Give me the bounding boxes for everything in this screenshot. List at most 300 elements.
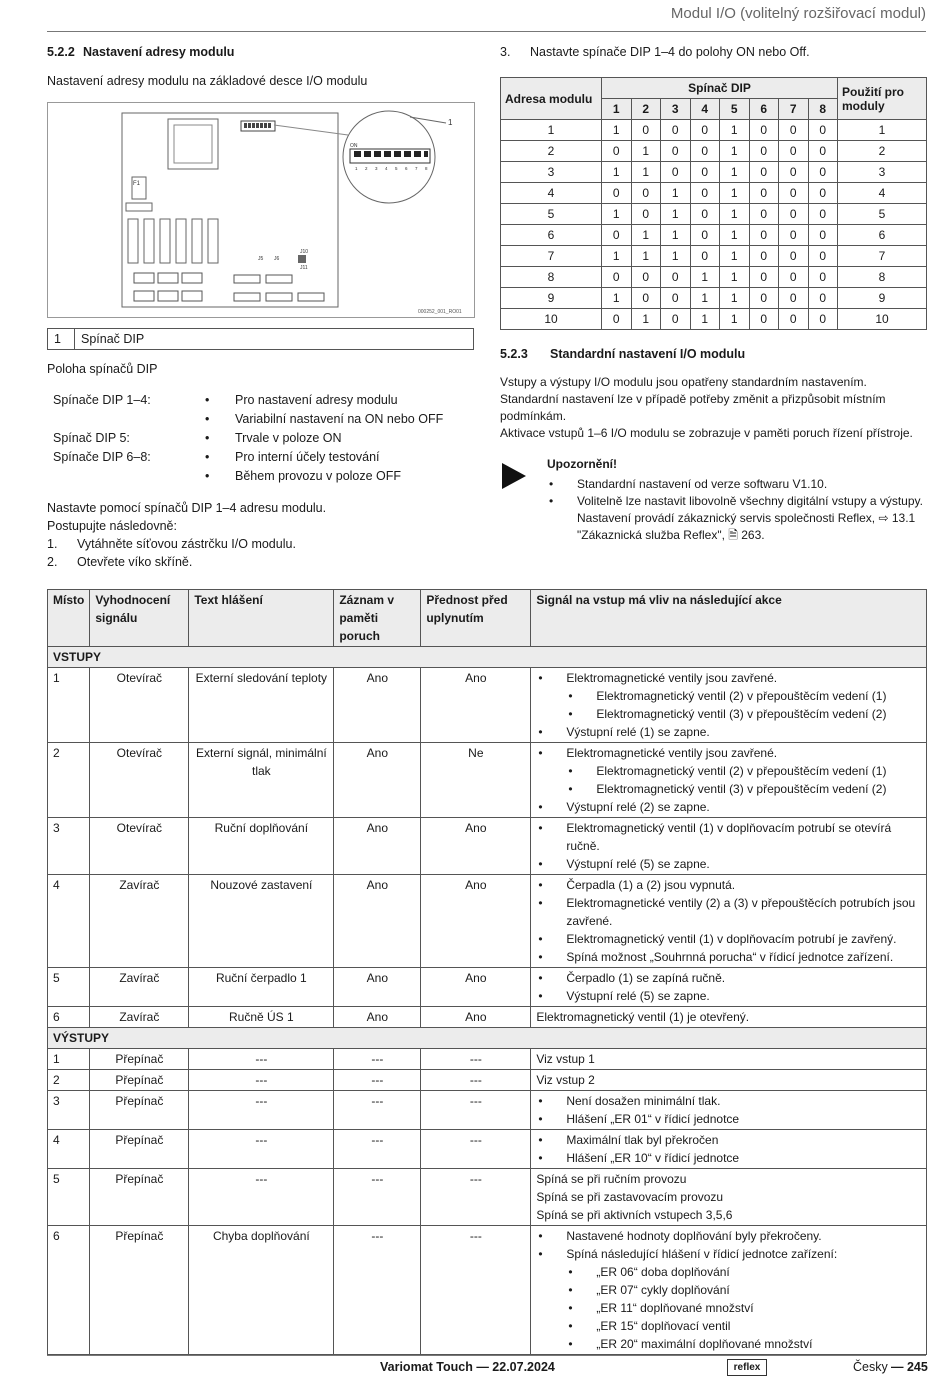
table-cell: 0 (808, 225, 838, 246)
action-item: Spíná se při zastavovacím provozu (536, 1190, 724, 1204)
cell-mem: Ano (334, 668, 421, 743)
table-row (48, 743, 927, 818)
table-cell: 0 (808, 162, 838, 183)
table-cell: 9 (838, 288, 927, 309)
figure-label: J6 (274, 256, 280, 262)
dip-item: Variabilní nastavení na ON nebo OFF (235, 412, 444, 426)
table-cell: 0 (808, 267, 838, 288)
cell-mem: --- (334, 1091, 421, 1130)
table-cell: 0 (602, 141, 632, 162)
cell-mem: Ano (334, 818, 421, 875)
table-cell: 0 (779, 309, 809, 330)
table-cell: 0 (779, 162, 809, 183)
cell-pri: --- (421, 1169, 531, 1226)
section-number: 5.2.2 (47, 45, 75, 59)
table-cell: 9 (501, 288, 602, 309)
table-row (48, 1169, 927, 1226)
table-cell: 0 (690, 162, 720, 183)
action-item: • Hlášení „ER 01“ v řídicí jednotce (536, 1110, 921, 1128)
io-board-drawing (48, 103, 474, 317)
cell-sig: Zavírač (90, 1007, 189, 1028)
board-figure (47, 102, 475, 318)
table-row (501, 183, 927, 204)
action-item: • Elektromagnetický ventil (1) v doplňovacím potrubí je zavřený. (536, 930, 921, 948)
table-cell: 0 (661, 288, 691, 309)
cell-pri: Ano (421, 875, 531, 968)
cell-pri: --- (421, 1226, 531, 1355)
table-cell: 0 (749, 225, 779, 246)
figure-label: J10 (300, 249, 309, 255)
table-cell: 0 (602, 225, 632, 246)
table-row (501, 225, 927, 246)
table-cell: 0 (661, 162, 691, 183)
footer-rule (47, 1355, 926, 1356)
cell-sig: Zavírač (90, 875, 189, 968)
table-cell: 0 (602, 183, 632, 204)
cell-mem: --- (334, 1049, 421, 1070)
cell-sig: Přepínač (90, 1070, 189, 1091)
section-title-text: Standardní nastavení I/O modulu (550, 347, 746, 361)
cell-mem: Ano (334, 875, 421, 968)
table-cell: 0 (779, 267, 809, 288)
table-cell: 2 (501, 141, 602, 162)
col-header-address: Adresa modulu (501, 78, 602, 120)
cell-txt: Ruční čerpadlo 1 (189, 968, 334, 1007)
cell-pri: Ano (421, 968, 531, 1007)
table-cell: 0 (631, 183, 661, 204)
legend-text: Spínač DIP (75, 329, 474, 350)
header-rule (47, 31, 926, 32)
table-cell: 7 (838, 246, 927, 267)
dip-col-header: 1 (602, 99, 632, 120)
table-cell: 0 (808, 309, 838, 330)
legend-number: 1 (48, 329, 75, 350)
table-cell: 1 (661, 225, 691, 246)
figure-label: J11 (300, 265, 308, 271)
cell-txt: --- (189, 1091, 334, 1130)
cell-mem: --- (334, 1169, 421, 1226)
reflex-logo: reflex (727, 1359, 767, 1376)
table-cell: 1 (631, 141, 661, 162)
table-cell: 0 (690, 141, 720, 162)
cell-pri: --- (421, 1049, 531, 1070)
action-item: • Elektromagnetický ventil (3) v přepouštěcím vedení (2) (536, 705, 921, 723)
cell-n: 6 (48, 1007, 90, 1028)
table-cell: 0 (749, 204, 779, 225)
step-text: Vytáhněte síťovou zástrčku I/O modulu. (77, 537, 296, 551)
table-row (501, 288, 927, 309)
table-cell: 4 (838, 183, 927, 204)
table-cell: 0 (808, 120, 838, 141)
action-item: • Elektromagnetický ventil (1) v doplňovacím potrubí se otevírá ručně. (536, 819, 921, 855)
table-cell: 1 (690, 267, 720, 288)
figure-label: 2 (365, 166, 368, 171)
table-cell: 0 (749, 246, 779, 267)
col-header: Vyhodnocení signálu (90, 590, 189, 647)
action-item: Viz vstup 1 (536, 1052, 595, 1066)
table-cell: 0 (808, 246, 838, 267)
cell-actions (531, 668, 927, 743)
table-cell: 10 (501, 309, 602, 330)
table-row (501, 246, 927, 267)
table-cell: 0 (779, 246, 809, 267)
dip-label: Spínače DIP 1–4: (53, 393, 151, 407)
dip-item: Pro interní účely testování (235, 450, 380, 464)
table-row (48, 1007, 927, 1028)
cell-txt: --- (189, 1070, 334, 1091)
cell-sig: Otevírač (90, 818, 189, 875)
table-cell: 1 (631, 225, 661, 246)
paragraph: Vstupy a výstupy I/O modulu jsou opatřeny standardním nastavením. (500, 375, 867, 389)
table-cell: 1 (838, 120, 927, 141)
cell-txt: --- (189, 1169, 334, 1226)
cell-n: 4 (48, 875, 90, 968)
table-cell: 0 (779, 225, 809, 246)
col-header: Záznam v paměti poruch (334, 590, 421, 647)
table-row (48, 1070, 927, 1091)
cell-actions (531, 1169, 927, 1226)
table-cell: 1 (720, 183, 750, 204)
paragraph: Aktivace vstupů 1–6 I/O modulu se zobrazuje v paměti poruch řízení přístroje. (500, 426, 913, 440)
action-item: • Výstupní relé (1) se zapne. (536, 723, 921, 741)
action-item: • Elektromagnetické ventily (2) a (3) v přepouštěcích potrubích jsou zavřené. (536, 894, 921, 930)
table-row (48, 1226, 927, 1355)
action-item: • „ER 11“ doplňované množství (536, 1299, 921, 1317)
table-row (48, 1091, 927, 1130)
group-row (48, 1028, 927, 1049)
table-cell: 1 (501, 120, 602, 141)
table-cell: 1 (661, 246, 691, 267)
table-cell: 0 (661, 141, 691, 162)
table-cell: 0 (690, 204, 720, 225)
table-cell: 6 (838, 225, 927, 246)
footer-doc: Variomat Touch — 22.07.2024 (380, 1360, 555, 1374)
cell-n: 3 (48, 1091, 90, 1130)
step-number: 1. (47, 537, 58, 551)
notice-list (547, 476, 927, 544)
figure-label: 4 (385, 166, 388, 171)
figure-label: J5 (258, 256, 264, 262)
cell-txt: Ruční doplňování (189, 818, 334, 875)
cell-pri: --- (421, 1091, 531, 1130)
table-cell: 1 (631, 162, 661, 183)
table-row (501, 141, 927, 162)
col-header: Signál na vstup má vliv na následující akce (531, 590, 927, 647)
instruction-text: Postupujte následovně: (47, 519, 177, 533)
table-cell: 5 (501, 204, 602, 225)
cell-n: 4 (48, 1130, 90, 1169)
table-row (501, 267, 927, 288)
dip-col-header: 7 (779, 99, 809, 120)
section-523-body (500, 374, 925, 442)
table-cell: 7 (501, 246, 602, 267)
cell-actions (531, 1226, 927, 1355)
action-item: • Spíná následující hlášení v řídicí jednotce zařízení: (536, 1245, 921, 1263)
table-cell: 1 (661, 183, 691, 204)
table-cell: 0 (749, 141, 779, 162)
table-cell: 0 (808, 288, 838, 309)
table-cell: 0 (779, 120, 809, 141)
dip-position-list: Spínače DIP 1–4: • Pro nastavení adresy modulu • Variabilní nastavení na ON nebo OFF Spínač DIP 5: • Trvale v poloze ON Spínače DIP 6–8: • Pro interní účely testování • Během provozu v poloze OFF (53, 393, 473, 488)
table-cell: 10 (838, 309, 927, 330)
table-cell: 0 (602, 309, 632, 330)
figure-callout-1: 1 (448, 118, 453, 127)
cell-pri: Ano (421, 1007, 531, 1028)
table-cell: 1 (720, 225, 750, 246)
cell-actions (531, 1070, 927, 1091)
dip-col-header: 8 (808, 99, 838, 120)
figure-label: F1 (133, 181, 141, 187)
dip-col-header: 4 (690, 99, 720, 120)
cell-sig: Otevírač (90, 668, 189, 743)
table-row (48, 668, 927, 743)
notice-title: Upozornění! (547, 457, 617, 471)
dip-label: Spínače DIP 6–8: (53, 450, 151, 464)
cell-sig: Přepínač (90, 1049, 189, 1070)
cell-sig: Přepínač (90, 1169, 189, 1226)
section-number: 5.2.3 (500, 347, 528, 361)
section-title-522 (47, 45, 234, 59)
col-header-use: Použití pro moduly (838, 78, 927, 120)
page-header-title: Modul I/O (volitelný rozšiřovací modul) (670, 5, 926, 22)
action-item: • Maximální tlak byl překročen (536, 1131, 921, 1149)
figure-label: 5 (395, 166, 398, 171)
dip-label: Spínač DIP 5: (53, 431, 130, 445)
cell-n: 2 (48, 1070, 90, 1091)
paragraph: Standardní nastavení lze v případě potřeby změnit a přizpůsobit místním podmínkám. (500, 392, 886, 423)
action-item: Spíná se při aktivních vstupech 3,5,6 (536, 1208, 733, 1222)
cell-n: 1 (48, 1049, 90, 1070)
dip-col-header: 3 (661, 99, 691, 120)
step-3 (500, 45, 810, 59)
dip-position-title: Poloha spínačů DIP (47, 362, 158, 376)
action-item: • Elektromagnetický ventil (2) v přepouštěcím vedení (1) (536, 762, 921, 780)
step-number: 2. (47, 555, 58, 569)
cell-mem: Ano (334, 968, 421, 1007)
table-cell: 3 (501, 162, 602, 183)
table-row (501, 120, 927, 141)
footer-page-number: — 245 (891, 1360, 928, 1374)
footer-language: Česky (853, 1360, 888, 1374)
action-item: • Není dosažen minimální tlak. (536, 1092, 921, 1110)
action-item: Viz vstup 2 (536, 1073, 595, 1087)
table-cell: 0 (808, 204, 838, 225)
cell-pri: --- (421, 1130, 531, 1169)
table-cell: 0 (690, 120, 720, 141)
figure-label: 8 (425, 166, 428, 171)
table-cell: 2 (838, 141, 927, 162)
instructions (47, 499, 473, 571)
figure-label: 3 (375, 166, 378, 171)
table-cell: 6 (501, 225, 602, 246)
col-header: Přednost před uplynutím (421, 590, 531, 647)
table-cell: 0 (779, 183, 809, 204)
table-cell: 0 (779, 204, 809, 225)
group-label: VÝSTUPY (48, 1028, 927, 1049)
table-row (48, 875, 927, 968)
cell-mem: --- (334, 1070, 421, 1091)
section-title-523 (500, 347, 745, 361)
table-cell: 0 (749, 162, 779, 183)
cell-actions (531, 1007, 927, 1028)
table-cell: 3 (838, 162, 927, 183)
col-header-dip: Spínač DIP (602, 78, 838, 99)
table-cell: 4 (501, 183, 602, 204)
action-item: • Hlášení „ER 10“ v řídicí jednotce (536, 1149, 921, 1167)
cell-mem: --- (334, 1130, 421, 1169)
table-row (501, 162, 927, 183)
table-cell: 0 (808, 183, 838, 204)
table-cell: 1 (602, 162, 632, 183)
notice-item: • Volitelně lze nastavit libovolně všechny digitální vstupy a výstupy. Nastavení provádí zákaznický servis společnosti Reflex, ⇨ 13.1 "Zákaznická služba Reflex", 🗎 263. (547, 493, 927, 544)
action-item: • Elektromagnetické ventily jsou zavřené. (536, 669, 921, 687)
notice-arrow-icon (502, 463, 526, 492)
table-cell: 0 (749, 288, 779, 309)
cell-sig: Přepínač (90, 1226, 189, 1355)
action-item: • „ER 06“ doba doplňování (536, 1263, 921, 1281)
col-header: Místo (48, 590, 90, 647)
table-cell: 1 (720, 309, 750, 330)
cell-actions (531, 743, 927, 818)
table-cell: 0 (690, 183, 720, 204)
figure-label: 7 (415, 166, 418, 171)
cell-txt: Externí signál, minimální tlak (189, 743, 334, 818)
group-row (48, 647, 927, 668)
table-row (48, 1049, 927, 1070)
cell-pri: --- (421, 1070, 531, 1091)
action-item: • „ER 15“ doplňovací ventil (536, 1317, 921, 1335)
table-row (48, 1130, 927, 1169)
cell-n: 5 (48, 1169, 90, 1226)
section-title-text: Nastavení adresy modulu (83, 45, 235, 59)
section-intro: Nastavení adresy modulu na základové desce I/O modulu (47, 74, 368, 88)
table-cell: 1 (661, 204, 691, 225)
table-cell: 1 (720, 141, 750, 162)
cell-txt: Externí sledování teploty (189, 668, 334, 743)
notice-item: • Standardní nastavení od verze softwaru V1.10. (547, 476, 927, 493)
table-cell: 0 (779, 141, 809, 162)
action-item: • Výstupní relé (5) se zapne. (536, 855, 921, 873)
table-cell: 0 (808, 141, 838, 162)
table-cell: 8 (501, 267, 602, 288)
action-item: • Čerpadla (1) a (2) jsou vypnutá. (536, 876, 921, 894)
cell-txt: --- (189, 1130, 334, 1169)
table-cell: 0 (631, 267, 661, 288)
dip-col-header: 5 (720, 99, 750, 120)
figure-code: 000252_001_RO01 (418, 309, 462, 315)
cell-sig: Přepínač (90, 1130, 189, 1169)
action-item: • Čerpadlo (1) se zapíná ručně. (536, 969, 921, 987)
cell-pri: Ne (421, 743, 531, 818)
step-number: 3. (500, 45, 511, 59)
table-cell: 1 (720, 162, 750, 183)
dip-item: Trvale v poloze ON (235, 431, 342, 445)
table-cell: 1 (720, 246, 750, 267)
table-row (501, 309, 927, 330)
col-header: Text hlášení (189, 590, 334, 647)
table-cell: 0 (631, 120, 661, 141)
cell-n: 3 (48, 818, 90, 875)
group-label: VSTUPY (48, 647, 927, 668)
table-cell: 0 (749, 267, 779, 288)
cell-txt: Nouzové zastavení (189, 875, 334, 968)
cell-n: 2 (48, 743, 90, 818)
cell-txt: Ručně ÚS 1 (189, 1007, 334, 1028)
figure-label: 1 (355, 166, 358, 171)
table-cell: 1 (720, 267, 750, 288)
action-item: • „ER 07“ cykly doplňování (536, 1281, 921, 1299)
cell-txt: --- (189, 1049, 334, 1070)
table-row (48, 968, 927, 1007)
dip-col-header: 2 (631, 99, 661, 120)
cell-actions (531, 968, 927, 1007)
table-cell: 0 (631, 204, 661, 225)
cell-pri: Ano (421, 818, 531, 875)
table-cell: 5 (838, 204, 927, 225)
cell-actions (531, 1130, 927, 1169)
table-row (501, 204, 927, 225)
action-item: • Nastavené hodnoty doplňování byly překročeny. (536, 1227, 921, 1245)
io-table (47, 589, 927, 1355)
cell-sig: Přepínač (90, 1091, 189, 1130)
table-cell: 1 (631, 246, 661, 267)
table-cell: 1 (602, 120, 632, 141)
table-cell: 0 (661, 309, 691, 330)
action-item: • Výstupní relé (5) se zapne. (536, 987, 921, 1005)
cell-n: 6 (48, 1226, 90, 1355)
action-item: Spíná se při ručním provozu (536, 1172, 687, 1186)
table-cell: 0 (661, 120, 691, 141)
cell-mem: Ano (334, 1007, 421, 1028)
table-cell: 0 (690, 225, 720, 246)
table-cell: 1 (720, 288, 750, 309)
dip-item: Pro nastavení adresy modulu (235, 393, 398, 407)
cell-actions (531, 818, 927, 875)
table-cell: 0 (631, 288, 661, 309)
cell-actions (531, 875, 927, 968)
cell-sig: Otevírač (90, 743, 189, 818)
action-item: • Elektromagnetický ventil (2) v přepouštěcím vedení (1) (536, 687, 921, 705)
table-cell: 0 (690, 246, 720, 267)
table-row (48, 818, 927, 875)
table-cell: 0 (749, 309, 779, 330)
table-cell: 1 (720, 204, 750, 225)
table-cell: 0 (779, 288, 809, 309)
cell-sig: Zavírač (90, 968, 189, 1007)
cell-n: 5 (48, 968, 90, 1007)
cell-mem: Ano (334, 743, 421, 818)
table-cell: 1 (690, 288, 720, 309)
table-cell: 8 (838, 267, 927, 288)
table-cell: 0 (602, 267, 632, 288)
table-cell: 0 (749, 183, 779, 204)
cell-actions (531, 1091, 927, 1130)
cell-mem: --- (334, 1226, 421, 1355)
action-item: • Výstupní relé (2) se zapne. (536, 798, 921, 816)
table-cell: 1 (720, 120, 750, 141)
action-item: Elektromagnetický ventil (1) je otevřený. (536, 1010, 750, 1024)
address-table (500, 77, 927, 330)
step-text: Otevřete víko skříně. (77, 555, 193, 569)
cell-n: 1 (48, 668, 90, 743)
figure-label: 6 (405, 166, 408, 171)
figure-label: ON (350, 143, 358, 149)
instruction-text: Nastavte pomocí spínačů DIP 1–4 adresu modulu. (47, 501, 327, 515)
table-cell: 1 (631, 309, 661, 330)
action-item: • Elektromagnetické ventily jsou zavřené. (536, 744, 921, 762)
table-cell: 1 (690, 309, 720, 330)
action-item: • Spíná možnost „Souhrnná porucha“ v řídicí jednotce zařízení. (536, 948, 921, 966)
